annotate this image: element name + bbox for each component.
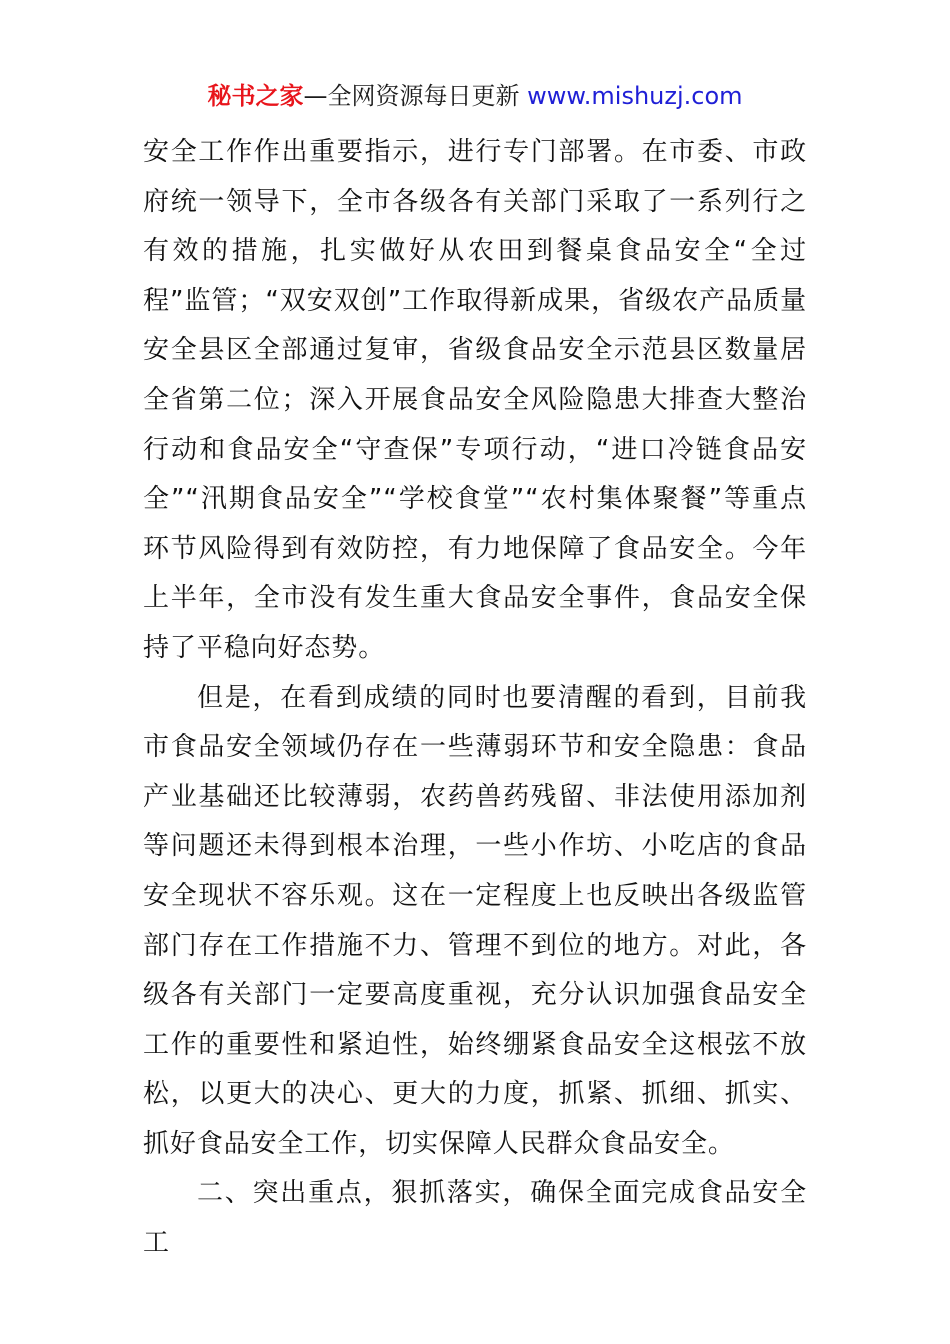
brand-name: 秘书之家	[207, 82, 304, 110]
paragraph-problems: 但是，在看到成绩的同时也要清醒的看到，目前我市食品安全领域仍存在一些薄弱环节和安全隐患：食品产业基础还比较薄弱，农药兽药残留、非法使用添加剂等问题还未得到根本治理，一些小作坊、小吃店的食品安全现状不容乐观。这在一定程度上也反映出各级监管部门存在工作措施不力、管理不到位的地方。对此，各级各有关部门一定要高度重视，充分认识加强食品安全工作的重要性和紧迫性，始终绷紧食品安全这根弦不放松，以更大的决心、更大的力度，抓紧、抓细、抓实、抓好食品安全工作，切实保障人民群众食品安全。	[143, 682, 807, 1159]
site-url-link[interactable]: www.mishuzj.com	[527, 82, 743, 110]
site-header	[0, 80, 950, 112]
section-heading-2: 二、突出重点，狠抓落实，确保全面完成食品安全工	[143, 1178, 807, 1259]
document-body	[143, 128, 807, 1269]
paragraph-continued: 安全工作作出重要指示，进行专门部署。在市委、市政府统一领导下，全市各级各有关部门采取了一系列行之有效的措施，扎实做好从农田到餐桌食品安全“全过程”监管；“双安双创”工作取得新成果，省级农产品质量安全县区全部通过复审，省级食品安全示范县区数量居全省第二位；深入开展食品安全风险隐患大排查大整治行动和食品安全“守查保”专项行动，“进口冷链食品安全”“汛期食品安全”“学校食堂”“农村集体聚餐”等重点环节风险得到有效防控，有力地保障了食品安全。今年上半年，全市没有发生重大食品安全事件，食品安全保持了平稳向好态势。	[143, 137, 807, 663]
site-tagline: —全网资源每日更新	[303, 82, 520, 110]
